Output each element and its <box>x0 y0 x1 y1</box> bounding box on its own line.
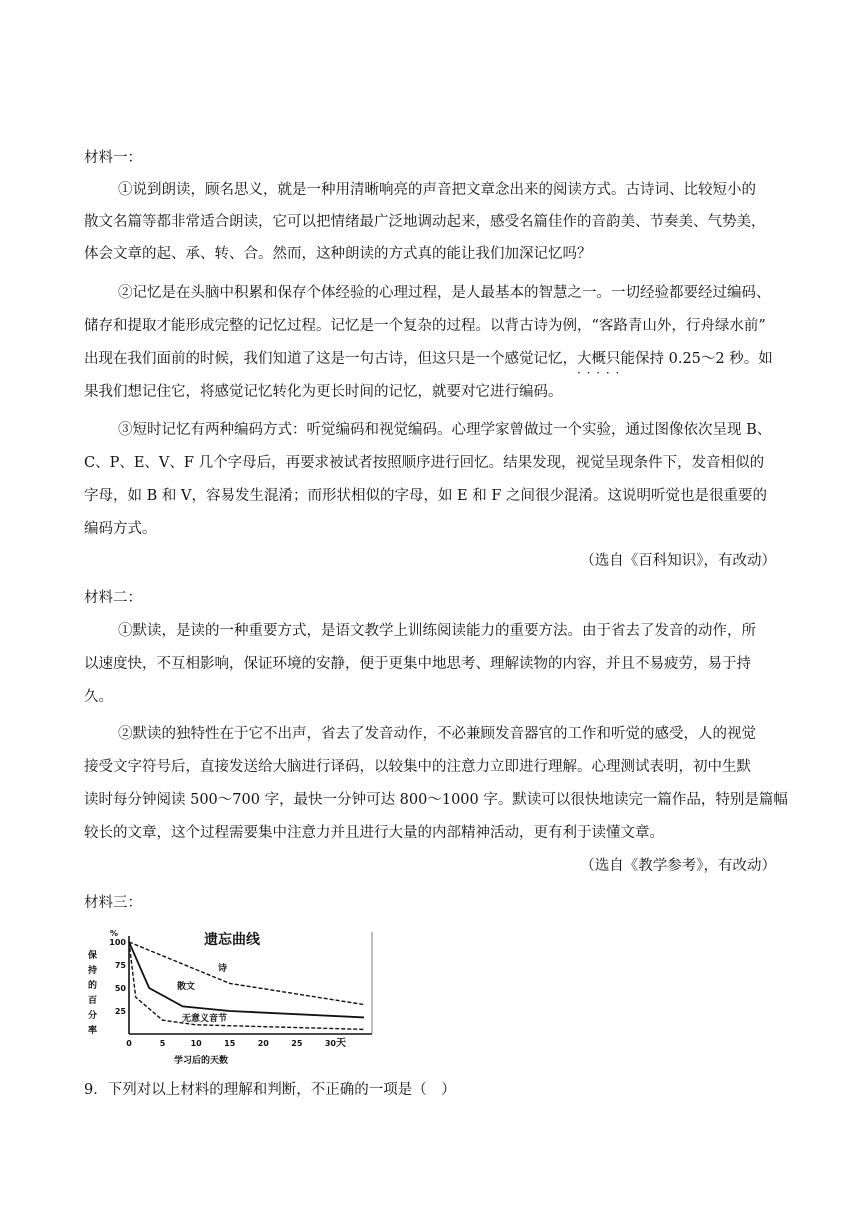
chart-title: 遗忘曲线 <box>204 932 260 948</box>
y-tick-label: 100 <box>109 938 126 947</box>
y-axis-label-char: 的 <box>88 981 98 991</box>
x-tick-label: 25 <box>291 1039 303 1048</box>
y-tick-label: 75 <box>114 961 126 970</box>
y-axis-label-char: 分 <box>88 1011 98 1021</box>
source-citation: （选自《教学参考》，有改动） <box>580 858 776 874</box>
text-segment: 保持 0.25～2 秒。如 <box>635 351 773 367</box>
text-line: 以速度快，不互相影响，保证环境的安静，便于更集中地思考、理解读物的内容，并且不易疲劳，易于持 <box>84 656 751 672</box>
y-axis-label-char: 百 <box>88 996 98 1006</box>
text-line: ①默读，是读的一种重要方式，是语文教学上训练阅读能力的重要方法。由于省去了发音的动作，所 <box>118 623 756 639</box>
series-label-nonsense: 无意义音节 <box>182 1014 228 1024</box>
y-axis-label-char: 率 <box>88 1026 98 1036</box>
text-line: C、P、E、V、F 几个字母后，再要求被试者按照顺序进行回忆。结果发现，视觉呈现条件下，发音相似的 <box>84 455 765 471</box>
text-line: 字母，如 B 和 V，容易发生混淆；而形状相似的字母，如 E 和 F 之间很少混淆。这说明听觉也是很重要的 <box>84 488 768 504</box>
y-tick-label: 25 <box>114 1007 126 1016</box>
source-citation: （选自《百科知识》，有改动） <box>580 553 776 569</box>
text-line: 久。 <box>84 689 113 705</box>
x-tick-label: 20 <box>257 1039 269 1048</box>
material-1-heading: 材料一： <box>84 150 142 166</box>
text-line: ②记忆是在头脑中积累和保存个体经验的心理过程，是人最基本的智慧之一。一切经验都要经过编码、 <box>118 285 771 301</box>
y-axis-label-char: 保 <box>88 951 98 961</box>
material-3-heading: 材料三： <box>84 895 142 911</box>
y-unit-label: % <box>110 929 119 938</box>
text-line: 储存和提取才能形成完整的记忆过程。记忆是一个复杂的过程。以背古诗为例，“客路青山外，行舟绿水前” <box>84 318 766 334</box>
series-label-poem: 诗 <box>218 964 228 974</box>
text-line: ③短时记忆有两种编码方式：听觉编码和视觉编码。心理学家曾做过一个实验，通过图像依次呈现 B、 <box>118 422 772 438</box>
emphasized-text: 大概只能 · · · <box>577 349 635 369</box>
text-line: ①说到朗读，顾名思义，就是一种用清晰响亮的声音把文章念出来的阅读方式。古诗词、比较短小的 <box>118 182 756 198</box>
text-segment: 出现在我们面前的时候，我们知道了这是一句古诗，但这只是一个感觉记忆， <box>84 351 577 367</box>
text-line: 果我们想记住它，将感觉记忆转化为更长时间的记忆，就要对它进行编码。 <box>84 384 563 400</box>
question-9: 9．下列对以上材料的理解和判断，不正确的一项是（ ） <box>84 1082 456 1098</box>
text-line: 接受文字符号后，直接发送给大脑进行译码，以较集中的注意力立即进行理解。心理测试表明，初中生默 <box>84 759 751 775</box>
material-2-heading: 材料二： <box>84 590 142 606</box>
x-tick-label: 15 <box>224 1039 236 1048</box>
x-tick-label: 0 <box>126 1039 132 1048</box>
x-axis-label: 学习后的天数 <box>174 1056 229 1066</box>
text-line <box>84 349 784 369</box>
x-tick-label: 5 <box>159 1039 166 1048</box>
forgetting-curve-chart <box>84 922 384 1066</box>
x-unit-label: 天 <box>336 1038 346 1049</box>
text-line: 读时每分钟阅读 500～700 字，最快一分钟可达 800～1000 字。默读可以很快地读完一篇作品，特别是篇幅 <box>84 792 788 808</box>
text-line: 较长的文章，这个过程需要集中注意力并且进行大量的内部精神活动，更有利于读懂文章。 <box>84 825 664 841</box>
text-line: ②默读的独特性在于它不出声，省去了发音动作，不必兼顾发音器官的工作和听觉的感受，人的视觉 <box>118 726 756 742</box>
x-tick-label: 10 <box>190 1039 202 1048</box>
series-label-prose: 散文 <box>177 982 196 992</box>
text-line: 编码方式。 <box>84 521 157 537</box>
text-line: 体会文章的起、承、转、合。然而，这种朗读的方式真的能让我们加深记忆吗？ <box>84 246 592 262</box>
y-axis-label-char: 持 <box>88 966 98 976</box>
y-tick-label: 50 <box>114 984 126 993</box>
x-tick-label: 30 <box>324 1039 336 1048</box>
text-line: 散文名篇等都非常适合朗读，它可以把情绪最广泛地调动起来，感受名篇佳作的音韵美、节奏美、气势美， <box>84 214 766 230</box>
